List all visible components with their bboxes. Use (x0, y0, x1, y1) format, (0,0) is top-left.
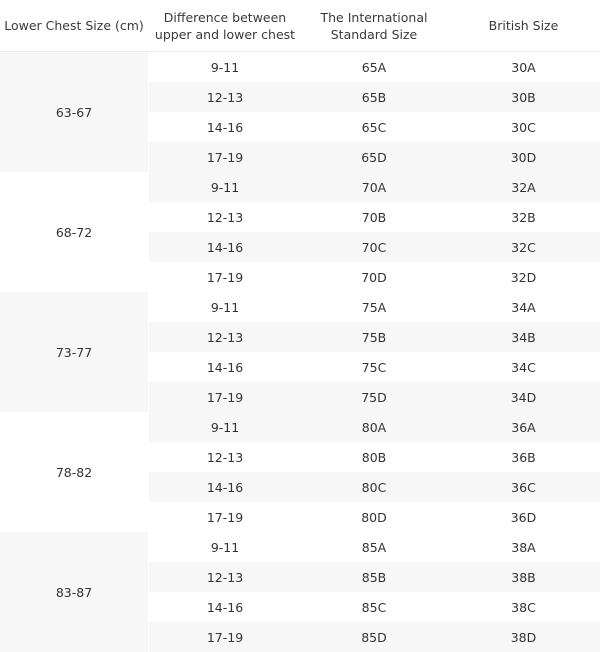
size-group (0, 532, 600, 652)
british-size-cell: 34A (511, 299, 536, 315)
difference-cell: 12-13 (206, 569, 244, 585)
table-row (149, 532, 600, 562)
lower-chest-range: 78-82 (55, 464, 93, 480)
difference-cell: 17-19 (206, 629, 244, 645)
table-row (149, 112, 600, 142)
table-row (149, 472, 600, 502)
difference-cell: 14-16 (206, 599, 244, 615)
difference-cell: 17-19 (206, 509, 244, 525)
header-difference-line1: Difference between (163, 9, 287, 25)
table-row (149, 502, 600, 532)
header-international-line2: Standard Size (330, 26, 418, 42)
international-size-cell: 70B (361, 209, 387, 225)
table-row (149, 232, 600, 262)
international-size-cell: 65B (361, 89, 387, 105)
international-size-cell: 70D (361, 269, 387, 285)
british-size-cell: 30A (511, 59, 536, 75)
difference-cell: 9-11 (210, 419, 240, 435)
size-group (0, 412, 600, 532)
international-size-cell: 70C (361, 239, 387, 255)
british-size-cell: 36B (511, 449, 536, 465)
difference-cell: 12-13 (206, 329, 244, 345)
difference-cell: 12-13 (206, 209, 244, 225)
difference-cell: 14-16 (206, 479, 244, 495)
international-size-cell: 70A (361, 179, 387, 195)
difference-cell: 9-11 (210, 179, 240, 195)
table-row (149, 412, 600, 442)
british-size-cell: 36A (511, 419, 536, 435)
international-size-cell: 80C (361, 479, 387, 495)
size-group (0, 52, 600, 172)
header-international (301, 0, 447, 51)
table-row (149, 262, 600, 292)
table-row (149, 292, 600, 322)
british-size-cell: 32B (511, 209, 536, 225)
header-difference-line2: upper and lower chest (154, 26, 296, 42)
difference-cell: 9-11 (210, 299, 240, 315)
british-size-cell: 36C (511, 479, 536, 495)
british-size-cell: 38A (511, 539, 536, 555)
international-size-cell: 65A (361, 59, 387, 75)
difference-cell: 14-16 (206, 359, 244, 375)
table-header (0, 0, 600, 52)
size-group (0, 172, 600, 292)
difference-cell: 9-11 (210, 539, 240, 555)
british-size-cell: 32C (511, 239, 536, 255)
british-size-cell: 32D (510, 269, 537, 285)
table-row (149, 142, 600, 172)
international-size-cell: 65D (361, 149, 387, 165)
lower-chest-range: 73-77 (55, 344, 93, 360)
british-size-cell: 30B (511, 89, 536, 105)
difference-cell: 12-13 (206, 89, 244, 105)
table-row (149, 562, 600, 592)
international-size-cell: 80D (361, 509, 387, 525)
international-size-cell: 85C (361, 599, 387, 615)
british-size-cell: 34C (511, 359, 536, 375)
table-row (149, 172, 600, 202)
table-row (149, 352, 600, 382)
lower-chest-range: 63-67 (55, 104, 93, 120)
difference-cell: 17-19 (206, 389, 244, 405)
international-size-cell: 75D (361, 389, 387, 405)
international-size-cell: 85D (361, 629, 387, 645)
international-size-cell: 80A (361, 419, 387, 435)
table-row (149, 382, 600, 412)
international-size-cell: 80B (361, 449, 387, 465)
header-difference (149, 0, 301, 51)
british-size-cell: 34B (511, 329, 536, 345)
british-size-cell: 30D (510, 149, 537, 165)
table-row (149, 52, 600, 82)
british-size-cell: 38B (511, 569, 536, 585)
international-size-cell: 85B (361, 569, 387, 585)
difference-cell: 9-11 (210, 59, 240, 75)
international-size-cell: 65C (361, 119, 387, 135)
difference-cell: 17-19 (206, 269, 244, 285)
difference-cell: 14-16 (206, 119, 244, 135)
international-size-cell: 75A (361, 299, 387, 315)
table-row (149, 592, 600, 622)
table-row (149, 442, 600, 472)
british-size-cell: 38D (510, 629, 537, 645)
table-row (149, 82, 600, 112)
table-row (149, 202, 600, 232)
international-size-cell: 85A (361, 539, 387, 555)
international-size-cell: 75B (361, 329, 387, 345)
table-row (149, 622, 600, 652)
header-international-line1: The International (320, 9, 428, 25)
british-size-cell: 34D (510, 389, 537, 405)
international-size-cell: 75C (361, 359, 387, 375)
lower-chest-range: 83-87 (55, 584, 93, 600)
difference-cell: 17-19 (206, 149, 244, 165)
british-size-cell: 32A (511, 179, 536, 195)
british-size-cell: 36D (510, 509, 537, 525)
lower-chest-range: 68-72 (55, 224, 93, 240)
table-row (149, 322, 600, 352)
header-british: British Size (488, 18, 559, 33)
size-group (0, 292, 600, 412)
difference-cell: 12-13 (206, 449, 244, 465)
british-size-cell: 30C (511, 119, 536, 135)
header-lower-chest: Lower Chest Size (cm) (4, 18, 144, 33)
british-size-cell: 38C (511, 599, 536, 615)
difference-cell: 14-16 (206, 239, 244, 255)
